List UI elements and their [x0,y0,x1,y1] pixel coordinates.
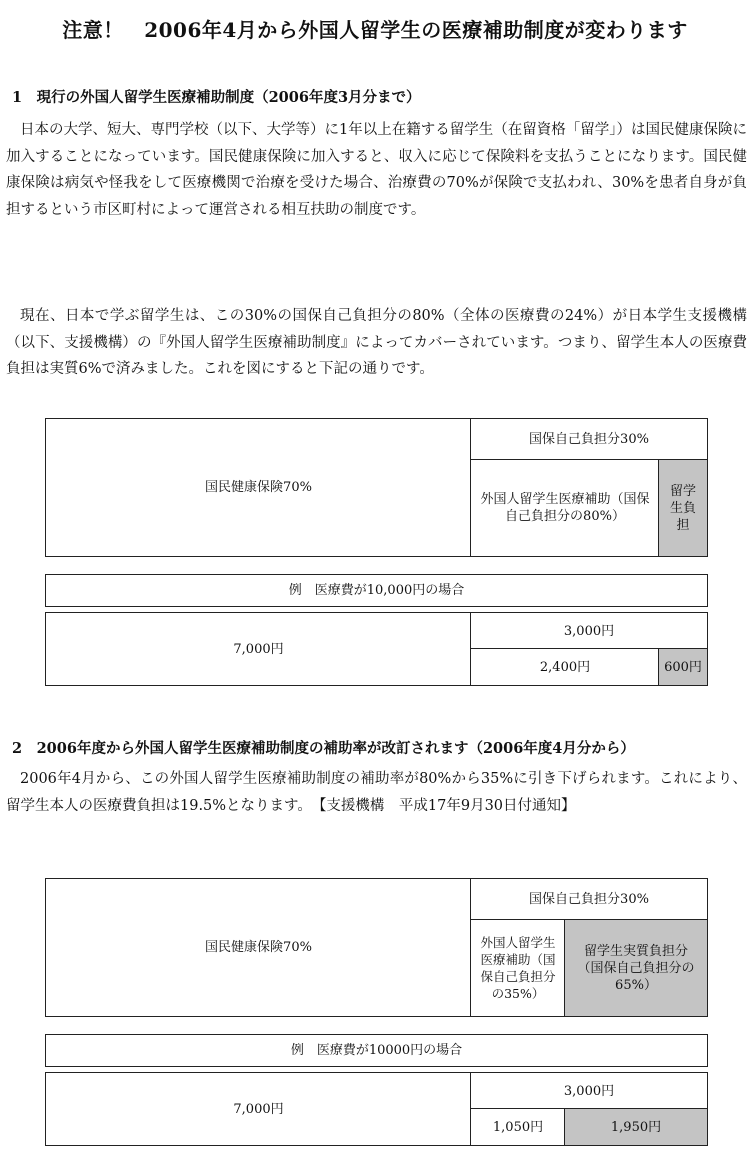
example1-self-pay-amount: 3,000円 [470,612,708,650]
example1-insurance-amount: 7,000円 [45,612,472,686]
diagram2-self-pay-share: 国保自己負担分30% [470,878,708,921]
page-title: 注意！ 2006年4月から外国人留学生の医療補助制度が変わります [62,18,688,42]
section2-paragraph-1: 2006年4月から、この外国人留学生医療補助制度の補助率が80%から35%に引き下げられます。これにより、留学生本人の医療費負担は19.5%となります。 【支援機構 平成17年9月30日付通知】 [6,771,747,814]
section1-paragraph-1: 日本の大学、短大、専門学校（以下、大学等）に1年以上在籍する留学生（在留資格「留学」）は国民健康保険に加入することになっています。国民健康保険に加入すると、収入に応じて保険料を支払うことになります。国民健康保険は病気や怪我をして医療機関で治療を受けた場合、治療費の70%が保険で支払われ、30%を患者自身が負担するという市区町村によって運営される相互扶助の制度です。 [6,122,747,218]
diagram2-subsidy: 外国人留学生医療補助（国保自己負担分の35%） [470,919,566,1017]
diagram1-student-share: 留学生負担 [658,459,708,557]
example2-student-amount: 1,950円 [564,1108,708,1146]
diagram1-subsidy: 外国人留学生医療補助（国保自己負担分の80%） [470,459,660,557]
example1-student-amount: 600円 [658,648,708,686]
example1-subsidy-amount: 2,400円 [470,648,660,686]
example1-caption: 例 医療費が10,000円の場合 [45,574,708,607]
example2-self-pay-amount: 3,000円 [470,1072,708,1110]
example2-insurance-amount: 7,000円 [45,1072,472,1146]
example2-caption: 例 医療費が10000円の場合 [45,1034,708,1067]
example2-subsidy-amount: 1,050円 [470,1108,566,1146]
diagram1-national-insurance: 国民健康保険70% [45,418,472,557]
section1-heading: 1 現行の外国人留学生医療補助制度（2006年度3月分まで） [12,89,421,106]
diagram2-national-insurance: 国民健康保険70% [45,878,472,1017]
diagram2-student-share: 留学生実質負担分（国保自己負担分の65%） [564,919,708,1017]
section1-paragraph-2: 現在、日本で学ぶ留学生は、この30%の国保自己負担分の80%（全体の医療費の24%）が日本学生支援機構（以下、支援機構）の『外国人留学生医療補助制度』によってカバーされています。つまり、留学生本人の医療費負担は実質6%で済みました。これを図にすると下記の通りです。 [6,308,747,377]
diagram1-self-pay-share: 国保自己負担分30% [470,418,708,461]
section2-heading: 2 2006年度から外国人留学生医療補助制度の補助率が改訂されます（2006年度4月分から） [12,740,635,757]
